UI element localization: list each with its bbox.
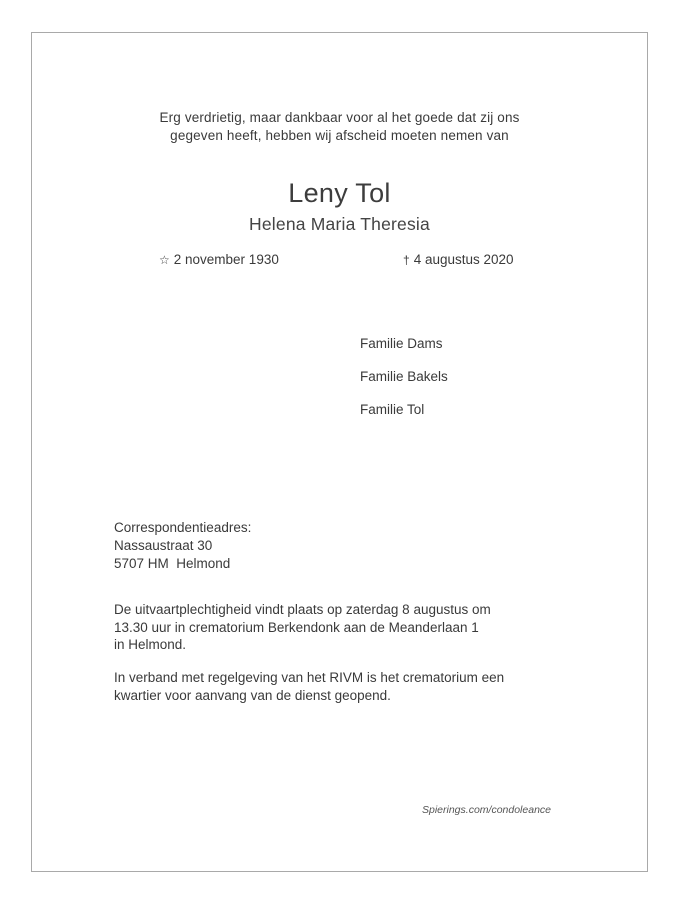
family-item: Familie Dams [360, 336, 443, 351]
deceased-full-name: Helena Maria Theresia [249, 214, 430, 234]
address-city: 5707 HM Helmond [114, 556, 231, 571]
intro-line-1: Erg verdrietig, maar dankbaar voor al het goede dat zij ons [159, 110, 520, 125]
rivm-line-1: In verband met regelgeving van het RIVM is het crematorium een [114, 670, 505, 685]
deceased-name: Leny Tol [288, 178, 391, 208]
star-icon: ☆ [159, 253, 170, 267]
intro-text [32, 109, 647, 145]
ceremony-line-2: 13.30 uur in crematorium Berkendonk aan de Meanderlaan 1 [114, 619, 479, 635]
address-label: Correspondentieadres: [114, 520, 252, 535]
cross-icon: † [403, 253, 410, 267]
birth-date: 2 november 1930 [173, 252, 279, 267]
death-date: 4 augustus 2020 [413, 252, 514, 267]
ceremony-info [114, 601, 584, 654]
ceremony-line-3: in Helmond. [114, 637, 187, 652]
address-street: Nassaustraat 30 [114, 538, 213, 553]
death-date-line [403, 252, 514, 267]
rivm-line-2: kwartier voor aanvang van de dienst geopend. [114, 687, 391, 703]
family-list [360, 336, 448, 435]
rivm-notice [114, 669, 584, 704]
birth-date-line [159, 252, 279, 267]
family-item: Familie Tol [360, 402, 425, 417]
family-item: Familie Bakels [360, 369, 448, 384]
intro-line-2: gegeven heeft, hebben wij afscheid moeten nemen van [170, 128, 509, 143]
funeral-notice-card [31, 32, 648, 872]
correspondence-address [114, 519, 251, 573]
ceremony-line-1: De uitvaartplechtigheid vindt plaats op zaterdag 8 augustus om [114, 602, 491, 617]
condolence-link[interactable]: Spierings.com/condoleance [422, 804, 551, 816]
